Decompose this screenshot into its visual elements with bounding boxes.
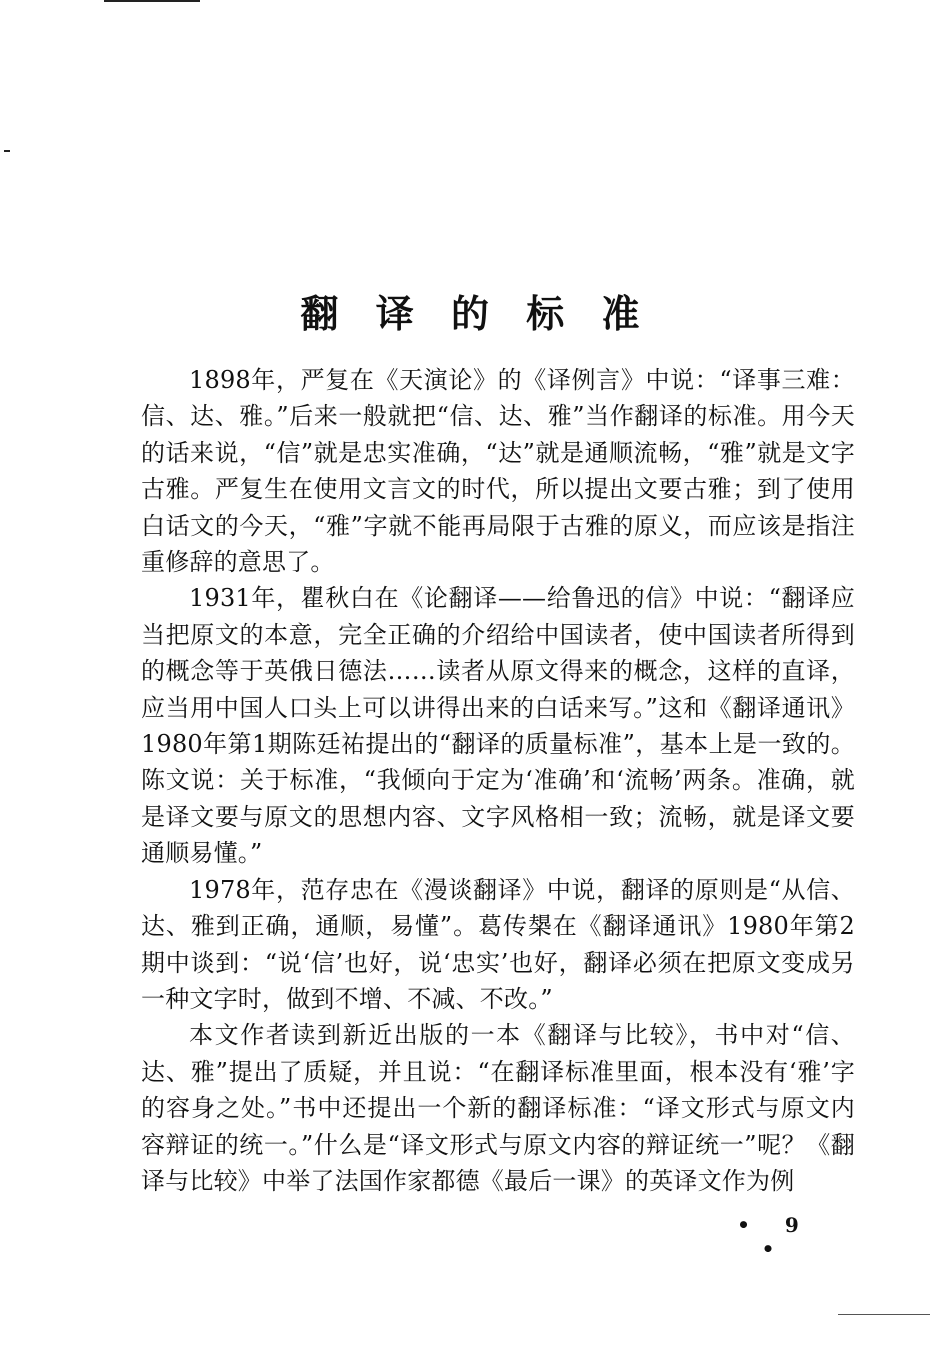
scan-dot-bottom-right (838, 1314, 930, 1315)
paragraph-1: 1898年，严复在《天演论》的《译例言》中说：“译事三难：信、达、雅。”后来一般就把“信、达、雅”当作翻译的标准。用今天的话来说，“信”就是忠实准确，“达”就是通顺流畅，“雅”就是文字古雅。严复生在使用文言文的时代，所以提出文要古雅；到了使用白话文的今天，“雅”字就不能再局限于古雅的原义，而应该是指注重修辞的意思了。 (141, 366, 855, 577)
paragraph-4: 本文作者读到新近出版的一本《翻译与比较》，书中对“信、达、雅”提出了质疑，并且说：“在翻译标准里面，根本没有‘雅’字的容身之处。”书中还提出一个新的翻译标准：“译文形式与原文内容辩证的统一。”什么是“译文形式与原文内容的辩证统一”呢？《翻译与比较》中举了法国作家都德《最后一课》的英译文作为例 (141, 1021, 855, 1195)
page-title: 翻 译 的 标 准 (300, 291, 652, 337)
scan-line-top (104, 0, 200, 2)
page-number: • 9 • (737, 1213, 813, 1261)
body-text (141, 362, 855, 1199)
scan-dot-left (4, 150, 10, 152)
paragraph-2: 1931年，瞿秋白在《论翻译——给鲁迅的信》中说：“翻译应当把原文的本意，完全正确的介绍给中国读者，使中国读者所得到的概念等于英俄日德法……读者从原文得来的概念，这样的直译，应当用中国人口头上可以讲得出来的白话来写。”这和《翻译通讯》1980年第1期陈廷祐提出的“翻译的质量标准”，基本上是一致的。陈文说：关于标准，“我倾向于定为‘准确’和‘流畅’两条。准确，就是译文要与原文的思想内容、文字风格相一致；流畅，就是译文要通顺易懂。” (141, 584, 855, 868)
paragraph-3: 1978年，范存忠在《漫谈翻译》中说，翻译的原则是“从信、达、雅到正确，通顺，易懂”。葛传槼在《翻译通讯》1980年第2期中谈到：“说‘信’也好，说‘忠实’也好，翻译必须在把原文变成另一种文字时，做到不增、不减、不改。” (141, 875, 855, 1013)
